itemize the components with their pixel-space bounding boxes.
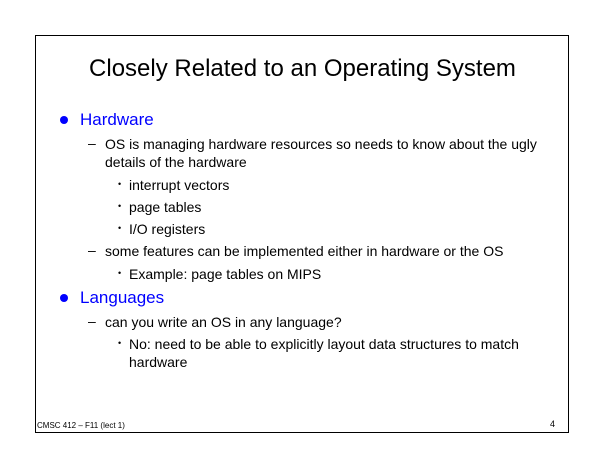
list-subitem: I/O registers <box>129 221 206 237</box>
section-bullet-icon <box>60 294 68 302</box>
section-heading-hardware: Hardware <box>80 110 154 129</box>
dash-icon: – <box>88 242 96 258</box>
bullet-icon: • <box>118 223 122 233</box>
bullet-icon: • <box>118 268 122 278</box>
list-item: some features can be implemented either in hardware or the OS <box>105 243 504 259</box>
list-subitem: page tables <box>129 199 202 215</box>
dash-icon: – <box>88 135 96 151</box>
slide-title: Closely Related to an Operating System <box>89 55 516 82</box>
list-item: OS is managing hardware resources so needs to know about the ugly details of the hardware <box>105 136 537 170</box>
list-subitem: No: need to be able to explicitly layout data structures to match hardware <box>129 336 519 370</box>
bullet-icon: • <box>118 201 122 211</box>
section-heading-languages: Languages <box>80 288 165 307</box>
page-number: 4 <box>550 419 556 429</box>
list-item: can you write an OS in any language? <box>105 314 342 330</box>
list-subitem: interrupt vectors <box>129 177 230 193</box>
section-bullet-icon <box>60 116 68 124</box>
list-subitem: Example: page tables on MIPS <box>129 266 322 282</box>
dash-icon: – <box>88 313 96 329</box>
slide-footer: CMSC 412 – F11 (lect 1) <box>37 421 125 430</box>
bullet-icon: • <box>118 338 122 348</box>
bullet-icon: • <box>118 179 122 189</box>
